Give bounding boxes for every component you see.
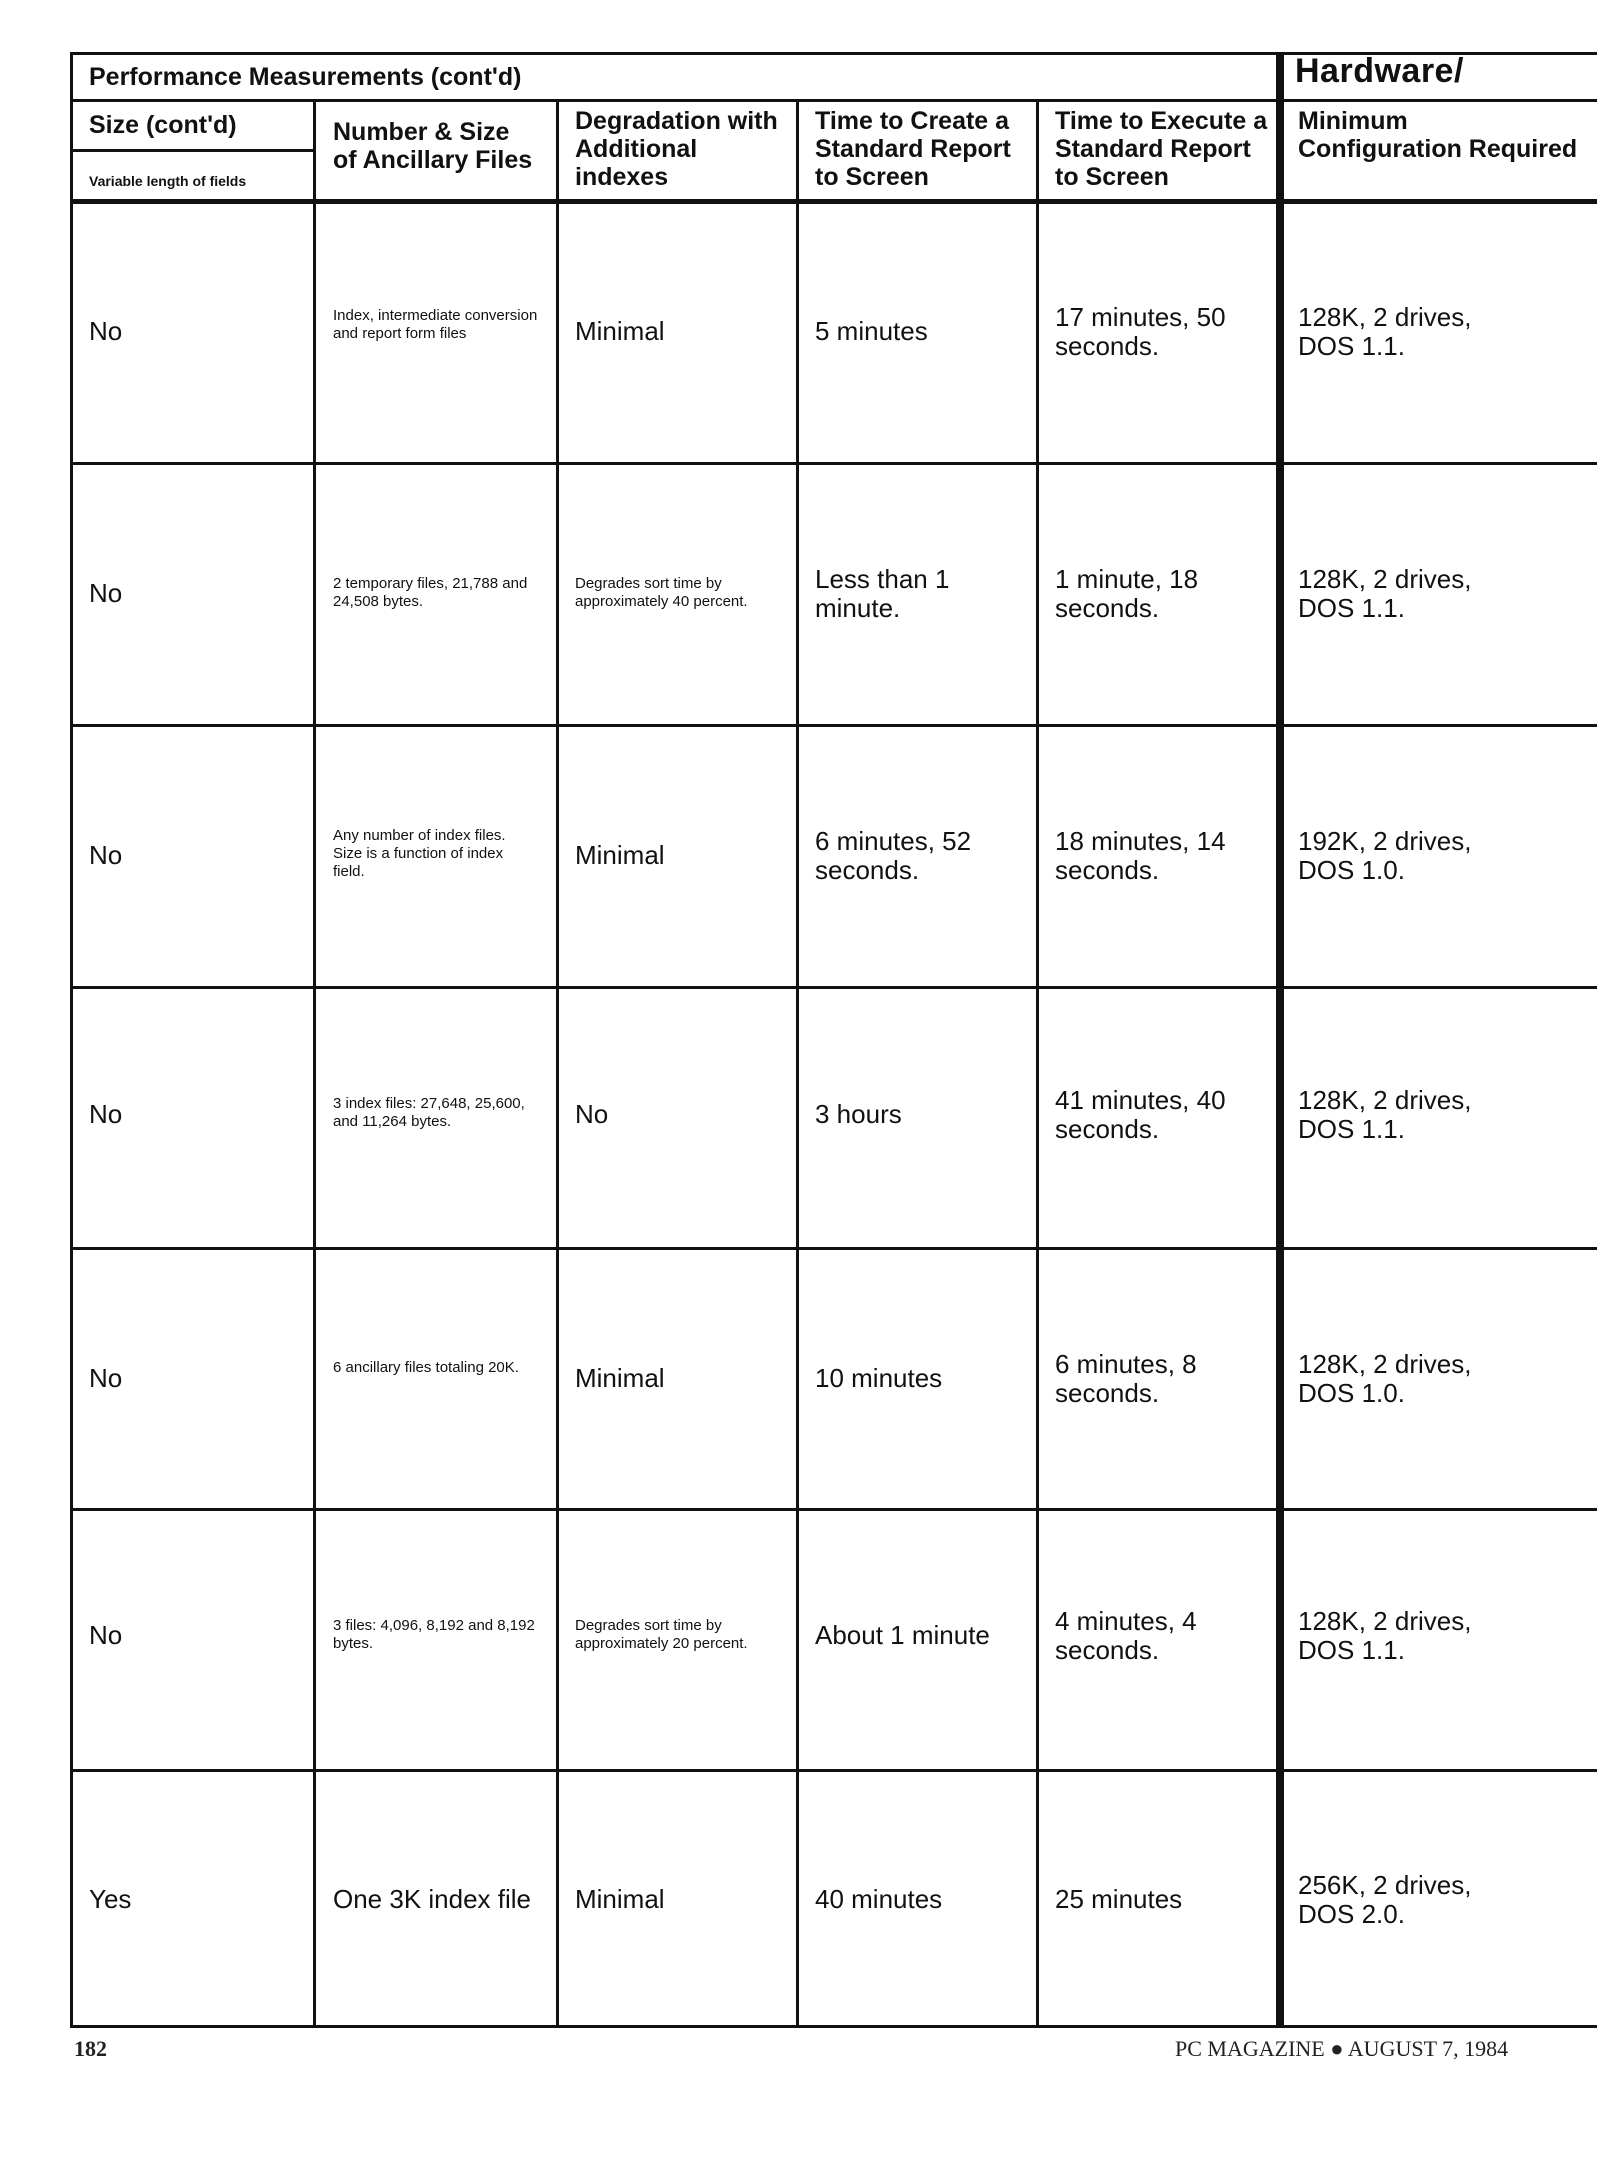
header-divider bbox=[73, 199, 1597, 204]
row-divider bbox=[73, 149, 313, 152]
cell-ancillary: 2 temporary files, 21,788 and 24,508 bytes. bbox=[333, 575, 528, 610]
cell-create: Less than 1 minute. bbox=[815, 564, 950, 623]
col-divider bbox=[796, 102, 799, 2025]
cell-create: 10 minutes bbox=[815, 1363, 943, 1393]
cell-execute: 25 minutes bbox=[1055, 1884, 1183, 1914]
col-header-size-sub: Variable length of fields bbox=[89, 173, 247, 189]
cell-config: 128K, 2 drives, DOS 1.1. bbox=[1298, 564, 1472, 623]
section-divider bbox=[1276, 55, 1284, 2025]
cell-execute: 1 minute, 18 seconds. bbox=[1055, 564, 1199, 623]
row-divider bbox=[73, 1769, 1597, 1772]
cell-size: No bbox=[89, 578, 123, 608]
cell-execute: 17 minutes, 50 seconds. bbox=[1055, 302, 1226, 361]
page-number: 182 bbox=[74, 2036, 107, 2061]
comparison-table bbox=[70, 52, 1597, 2028]
cell-degradation: Degrades sort time by approximately 20 percent. bbox=[575, 1617, 748, 1652]
col-divider bbox=[313, 102, 316, 2025]
cell-create: 6 minutes, 52 seconds. bbox=[815, 826, 972, 885]
cell-execute: 18 minutes, 14 seconds. bbox=[1055, 826, 1226, 885]
cell-size: No bbox=[89, 1620, 123, 1650]
cell-config: 256K, 2 drives, DOS 2.0. bbox=[1298, 1870, 1472, 1929]
row-divider bbox=[73, 1508, 1597, 1511]
cell-create: 3 hours bbox=[815, 1099, 902, 1129]
cell-create: 40 minutes bbox=[815, 1884, 943, 1914]
cell-size: No bbox=[89, 840, 123, 870]
col-header-degradation: Degradation with Additional indexes bbox=[575, 107, 778, 191]
row-divider bbox=[73, 1247, 1597, 1250]
cell-degradation: No bbox=[575, 1099, 609, 1129]
cell-degradation: Minimal bbox=[575, 1363, 665, 1393]
publication-footer: PC MAGAZINE ● AUGUST 7, 1984 bbox=[1175, 2036, 1509, 2061]
col-header-size: Size (cont'd) bbox=[89, 111, 237, 139]
col-header-config: Minimum Configuration Required bbox=[1298, 107, 1578, 163]
cell-execute: 4 minutes, 4 seconds. bbox=[1055, 1606, 1197, 1665]
row-divider bbox=[73, 724, 1597, 727]
cell-config: 192K, 2 drives, DOS 1.0. bbox=[1298, 826, 1472, 885]
cell-ancillary: One 3K index file bbox=[333, 1884, 532, 1914]
col-divider bbox=[1036, 102, 1039, 2025]
cell-ancillary: Any number of index files. Size is a function of index field. bbox=[333, 827, 506, 880]
col-header-execute: Time to Execute a Standard Report to Screen bbox=[1055, 107, 1268, 191]
cell-create: About 1 minute bbox=[815, 1620, 990, 1650]
cell-ancillary: 3 index files: 27,648, 25,600, and 11,264 bytes. bbox=[333, 1095, 525, 1130]
col-divider bbox=[556, 102, 559, 2025]
cell-config: 128K, 2 drives, DOS 1.1. bbox=[1298, 1085, 1472, 1144]
cell-execute: 41 minutes, 40 seconds. bbox=[1055, 1085, 1226, 1144]
cell-degradation: Minimal bbox=[575, 840, 665, 870]
cell-execute: 6 minutes, 8 seconds. bbox=[1055, 1349, 1197, 1408]
cell-degradation: Minimal bbox=[575, 316, 665, 346]
cell-ancillary: 3 files: 4,096, 8,192 and 8,192 bytes. bbox=[333, 1617, 535, 1652]
cell-size: Yes bbox=[89, 1884, 132, 1914]
cell-size: No bbox=[89, 316, 123, 346]
row-divider bbox=[73, 462, 1597, 465]
section-title: Performance Measurements (cont'd) bbox=[89, 63, 522, 91]
hardware-title: Hardware/ bbox=[1295, 52, 1464, 90]
cell-degradation: Degrades sort time by approximately 40 percent. bbox=[575, 575, 748, 610]
cell-ancillary: 6 ancillary files totaling 20K. bbox=[333, 1359, 519, 1376]
col-header-create: Time to Create a Standard Report to Screen bbox=[815, 107, 1011, 191]
cell-config: 128K, 2 drives, DOS 1.1. bbox=[1298, 302, 1472, 361]
row-divider bbox=[73, 986, 1597, 989]
cell-size: No bbox=[89, 1099, 123, 1129]
cell-config: 128K, 2 drives, DOS 1.0. bbox=[1298, 1349, 1472, 1408]
cell-config: 128K, 2 drives, DOS 1.1. bbox=[1298, 1606, 1472, 1665]
cell-size: No bbox=[89, 1363, 123, 1393]
cell-ancillary: Index, intermediate conversion and report form files bbox=[333, 307, 538, 342]
row-divider bbox=[73, 99, 1597, 102]
cell-create: 5 minutes bbox=[815, 316, 928, 346]
col-header-ancillary: Number & Size of Ancillary Files bbox=[333, 118, 533, 174]
cell-degradation: Minimal bbox=[575, 1884, 665, 1914]
